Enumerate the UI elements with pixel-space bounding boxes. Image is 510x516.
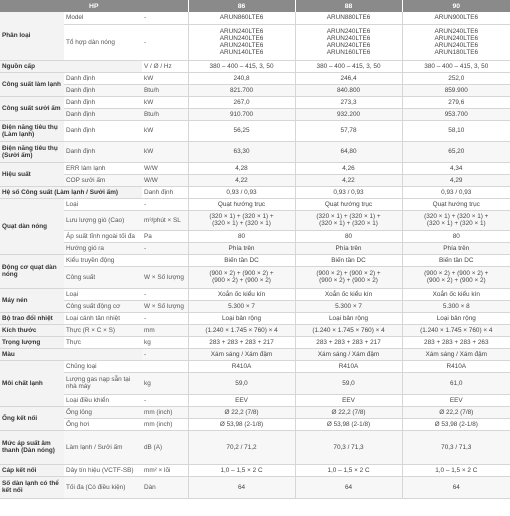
label: Áp suất tĩnh ngoài tối đa <box>64 230 142 242</box>
cell: 80 <box>188 230 295 242</box>
row-indoor-units <box>0 476 510 498</box>
unit: kW <box>142 120 188 141</box>
label: Làm lạnh / Sưởi ấm <box>64 430 142 464</box>
cell: Quạt hướng trục <box>295 198 402 210</box>
group-sound-pressure: Mức áp suất âm thanh (Dàn nóng) <box>0 430 64 464</box>
cell: 1,0 – 1,5 × 2 C <box>295 464 402 476</box>
unit: - <box>142 312 188 324</box>
cell: 57,78 <box>295 120 402 141</box>
unit: - <box>142 394 188 406</box>
unit <box>142 360 188 372</box>
label: Lưu lượng gió (Cao) <box>64 210 142 230</box>
header-row <box>0 0 510 12</box>
unit: - <box>142 348 188 360</box>
cell: 5.300 × 7 <box>295 300 402 312</box>
row-pipe-gas <box>0 418 510 430</box>
cell: 80 <box>295 230 402 242</box>
cell: EEV <box>295 394 402 406</box>
group-outdoor-fan: Quạt dàn nóng <box>0 198 64 254</box>
cell: ARUN880LTE6 <box>295 12 402 24</box>
cell: 5.300 × 7 <box>188 300 295 312</box>
cell-line: (900 × 2) + (900 × 2) + <box>424 270 489 277</box>
unit: W × Số lượng <box>142 266 188 288</box>
group-power-input-heating: Điện năng tiêu thụ (Sưởi ấm) <box>0 141 64 162</box>
cell-line: ARUN240LTE6 <box>326 28 371 35</box>
cell: 4,26 <box>295 162 402 174</box>
cell-line: (900 × 2) + (900 × 2) <box>212 277 271 284</box>
row-fan-type <box>0 198 510 210</box>
cell: 0,93 / 0,93 <box>402 186 510 198</box>
cell: Phía trên <box>295 242 402 254</box>
label: Danh định <box>64 72 142 84</box>
row-fan-discharge <box>0 242 510 254</box>
cell: EEV <box>188 394 295 406</box>
cell <box>295 24 402 60</box>
cell: ARUN860LTE6 <box>188 12 295 24</box>
row-refrigerant-control <box>0 394 510 406</box>
cell: 1,0 – 1,5 × 2 C <box>188 464 295 476</box>
label: Loại cánh tản nhiệt <box>64 312 142 324</box>
cell: 63,30 <box>188 141 295 162</box>
row-heating-kw <box>0 96 510 108</box>
cell: 283 + 283 + 283 + 263 <box>402 336 510 348</box>
cell-line: ARUN240LTE6 <box>326 42 371 49</box>
unit: W/W <box>142 174 188 186</box>
row-cooling-kw <box>0 72 510 84</box>
label: ERR làm lạnh <box>64 162 142 174</box>
cell: Ø 22,2 (7/8) <box>295 406 402 418</box>
label: Danh định <box>64 141 142 162</box>
unit: kW <box>142 96 188 108</box>
row-refrigerant-charge <box>0 372 510 394</box>
header-model-2: 88 <box>295 0 402 12</box>
label: Loại <box>64 198 142 210</box>
cell: 910.700 <box>188 108 295 120</box>
cell: 380 – 400 – 415, 3, 50 <box>295 60 402 72</box>
cell-line: (900 × 2) + (900 × 2) + <box>316 270 381 277</box>
cell: 283 + 283 + 283 + 217 <box>188 336 295 348</box>
cell-line: ARUN140LTE6 <box>219 49 264 56</box>
cell: Xoắn ốc kiểu kín <box>188 288 295 300</box>
row-fan-airflow <box>0 210 510 230</box>
cell: 59,0 <box>188 372 295 394</box>
cell: Loại bản rộng <box>188 312 295 324</box>
cell: 4,28 <box>188 162 295 174</box>
cell-line: (900 × 2) + (900 × 2) <box>426 277 486 284</box>
cell: 953.700 <box>402 108 510 120</box>
cell: 80 <box>402 230 510 242</box>
cell: 64 <box>188 476 295 498</box>
cell-line: ARUN240LTE6 <box>434 42 479 49</box>
cell: 246,4 <box>295 72 402 84</box>
cell: 64 <box>295 476 402 498</box>
cell <box>295 210 402 230</box>
cell: 4,29 <box>402 174 510 186</box>
cell: 840.800 <box>295 84 402 96</box>
group-efficiency: Hiệu suất <box>0 162 64 186</box>
group-indoor-units: Số dàn lạnh có thể kết nối <box>0 476 64 498</box>
unit: kW <box>142 72 188 84</box>
label: Loại điều khiển <box>64 394 142 406</box>
unit: kg <box>142 336 188 348</box>
unit: - <box>142 198 188 210</box>
label: COP sưởi ấm <box>64 174 142 186</box>
cell: ARUN900LTE6 <box>402 12 510 24</box>
cell-line: ARUN180LTE6 <box>434 49 479 56</box>
row-cooling-btu <box>0 84 510 96</box>
row-model <box>0 12 510 24</box>
cell: Loại bản rộng <box>402 312 510 324</box>
cell <box>295 266 402 288</box>
label: Tối đa (Có điều kiện) <box>64 476 142 498</box>
cell <box>188 266 295 288</box>
group-fan-motor: Động cơ quạt dàn nóng <box>0 254 64 288</box>
unit: - <box>142 242 188 254</box>
label: Model <box>64 12 142 24</box>
row-cable <box>0 464 510 476</box>
label: Kiểu truyền động <box>64 254 142 266</box>
cell: 380 – 400 – 415, 3, 50 <box>188 60 295 72</box>
unit: mm (inch) <box>142 418 188 430</box>
row-motor-output <box>0 266 510 288</box>
cell-line: ARUN240LTE6 <box>326 35 371 42</box>
row-color <box>0 348 510 360</box>
cell: Ø 53,98 (2-1/8) <box>402 418 510 430</box>
unit: W/W <box>142 162 188 174</box>
cell: 380 – 400 – 415, 3, 50 <box>402 60 510 72</box>
cell: Xám sáng / Xám đậm <box>188 348 295 360</box>
header-hp: HP <box>0 0 188 12</box>
cell-line: ARUN240LTE6 <box>219 28 264 35</box>
label: Chủng loại <box>64 360 142 372</box>
label: Danh định <box>64 84 142 96</box>
cell-line: (320 × 1) + (320 × 1) + <box>209 213 274 220</box>
cell: R410A <box>402 360 510 372</box>
label: Danh định <box>64 96 142 108</box>
cell: 1,0 – 1,5 × 2 C <box>402 464 510 476</box>
cell: (1.240 × 1.745 × 760) × 4 <box>295 324 402 336</box>
row-cop <box>0 174 510 186</box>
cell: Biến tần DC <box>295 254 402 266</box>
group-heating-capacity: Công suất sưởi ấm <box>0 96 64 120</box>
label: Ống lỏng <box>64 406 142 418</box>
group-heat-exchanger: Bộ trao đổi nhiệt <box>0 312 64 324</box>
cell: 58,10 <box>402 120 510 141</box>
label: Danh định <box>64 108 142 120</box>
unit: mm (inch) <box>142 406 188 418</box>
cell: Xoắn ốc kiểu kín <box>402 288 510 300</box>
cell-line: ARUN240LTE6 <box>219 35 264 42</box>
cell-line: (320 × 1) + (320 × 1) <box>212 220 271 227</box>
group-compressor: Máy nén <box>0 288 64 312</box>
header-model-3: 90 <box>402 0 510 12</box>
label: Ống hơi <box>64 418 142 430</box>
unit: mm <box>142 324 188 336</box>
row-fan-esp <box>0 230 510 242</box>
cell: 0,93 / 0,93 <box>295 186 402 198</box>
label: Danh định <box>64 120 142 141</box>
unit: Btu/h <box>142 108 188 120</box>
label: Loại <box>64 288 142 300</box>
cell: (1.240 × 1.745 × 760) × 4 <box>188 324 295 336</box>
row-compressor-type <box>0 288 510 300</box>
cell: 4,22 <box>188 174 295 186</box>
cell: 252,0 <box>402 72 510 84</box>
cell: Xám sáng / Xám đậm <box>295 348 402 360</box>
cell: Xám sáng / Xám đậm <box>402 348 510 360</box>
group-cable: Cáp kết nối <box>0 464 64 476</box>
cell: 70,3 / 71,3 <box>402 430 510 464</box>
cell <box>188 210 295 230</box>
cell-line: ARUN240LTE6 <box>434 35 479 42</box>
group-cooling-capacity: Công suất làm lạnh <box>0 72 64 96</box>
cell: 65,20 <box>402 141 510 162</box>
label: Dây tín hiệu (VCTF-SB) <box>64 464 142 476</box>
row-weight <box>0 336 510 348</box>
cell: 283 + 283 + 283 + 217 <box>295 336 402 348</box>
cell-line: (320 × 1) + (320 × 1) + <box>316 213 381 220</box>
cell: EEV <box>402 394 510 406</box>
cell-line: (320 × 1) + (320 × 1) <box>319 220 378 227</box>
cell <box>402 266 510 288</box>
cell: 4,22 <box>295 174 402 186</box>
unit: - <box>142 12 188 24</box>
unit: Dàn <box>142 476 188 498</box>
cell-line: (900 × 2) + (900 × 2) + <box>209 270 274 277</box>
unit: dB (A) <box>142 430 188 464</box>
cell: Ø 53,98 (2-1/8) <box>188 418 295 430</box>
label: Thực <box>64 336 142 348</box>
group-power-factor: Hệ số Công suất (Làm lạnh / Sưởi ấm) <box>0 186 142 198</box>
cell <box>402 24 510 60</box>
cell: Ø 53,98 (2-1/8) <box>295 418 402 430</box>
cell: 61,0 <box>402 372 510 394</box>
cell <box>188 24 295 60</box>
unit: m³/phút × SL <box>142 210 188 230</box>
row-refrigerant-type <box>0 360 510 372</box>
cell: 64 <box>402 476 510 498</box>
group-dimensions: Kích thước <box>0 324 64 336</box>
cell: 932.200 <box>295 108 402 120</box>
cell: Quạt hướng trục <box>402 198 510 210</box>
row-compressor-output <box>0 300 510 312</box>
cell: 56,25 <box>188 120 295 141</box>
cell: Ø 22,2 (7/8) <box>188 406 295 418</box>
label: Thực (R × C × S) <box>64 324 142 336</box>
cell: (1.240 × 1.745 × 760) × 4 <box>402 324 510 336</box>
cell: 279,6 <box>402 96 510 108</box>
cell-line: (320 × 1) + (320 × 1) + <box>424 213 489 220</box>
row-motor-drive <box>0 254 510 266</box>
cell-line: (900 × 2) + (900 × 2) <box>319 277 378 284</box>
cell-line: ARUN240LTE6 <box>434 28 479 35</box>
cell: 0,93 / 0,93 <box>188 186 295 198</box>
cell: 70,2 / 71,2 <box>188 430 295 464</box>
cell: 859.900 <box>402 84 510 96</box>
cell: 267,0 <box>188 96 295 108</box>
row-sound-pressure <box>0 430 510 464</box>
unit: - <box>142 24 188 60</box>
cell: Biến tần DC <box>402 254 510 266</box>
cell: 64,80 <box>295 141 402 162</box>
row-combination <box>0 24 510 60</box>
cell: 4,34 <box>402 162 510 174</box>
label: Công suất <box>64 266 142 288</box>
row-dimensions <box>0 324 510 336</box>
group-weight: Trọng lượng <box>0 336 64 348</box>
cell-line: ARUN240LTE6 <box>219 42 264 49</box>
unit: Danh định <box>142 186 188 198</box>
cell-line: ARUN160LTE6 <box>326 49 371 56</box>
unit: kW <box>142 141 188 162</box>
cell: Xoắn ốc kiểu kín <box>295 288 402 300</box>
unit: kg <box>142 372 188 394</box>
row-heat-exchanger <box>0 312 510 324</box>
cell: 70,3 / 71,3 <box>295 430 402 464</box>
unit: Pa <box>142 230 188 242</box>
cell: R410A <box>295 360 402 372</box>
group-piping: Ống kết nối <box>0 406 64 430</box>
row-pipe-liquid <box>0 406 510 418</box>
group-power: Nguồn cấp <box>0 60 142 72</box>
cell: 821.700 <box>188 84 295 96</box>
group-power-input-cooling: Điện năng tiêu thụ (Làm lạnh) <box>0 120 64 141</box>
row-heating-btu <box>0 108 510 120</box>
group-refrigerant: Môi chất lạnh <box>0 360 64 406</box>
label: Tổ hợp dàn nóng <box>64 24 142 60</box>
cell: Phía trên <box>402 242 510 254</box>
cell: Quạt hướng trục <box>188 198 295 210</box>
row-power-input-cooling <box>0 120 510 141</box>
unit: mm² × lõi <box>142 464 188 476</box>
cell: 273,3 <box>295 96 402 108</box>
header-model-1: 86 <box>188 0 295 12</box>
unit: Btu/h <box>142 84 188 96</box>
unit: - <box>142 288 188 300</box>
label: Hướng gió ra <box>64 242 142 254</box>
cell: Loại bản rộng <box>295 312 402 324</box>
unit <box>142 254 188 266</box>
cell: Biến tần DC <box>188 254 295 266</box>
cell <box>402 210 510 230</box>
cell: R410A <box>188 360 295 372</box>
row-err <box>0 162 510 174</box>
row-power-supply <box>0 60 510 72</box>
cell-line: (320 × 1) + (320 × 1) <box>426 220 486 227</box>
group-color: Màu <box>0 348 142 360</box>
label: Lượng gas nạp sẵn tại nhà máy <box>64 372 142 394</box>
label: Công suất động cơ <box>64 300 142 312</box>
cell: 59,0 <box>295 372 402 394</box>
cell: Ø 22,2 (7/8) <box>402 406 510 418</box>
cell: 5.300 × 8 <box>402 300 510 312</box>
cell: 240,8 <box>188 72 295 84</box>
cell: Phía trên <box>188 242 295 254</box>
row-power-factor <box>0 186 510 198</box>
group-classification: Phân loại <box>0 12 64 60</box>
unit: W × Số lượng <box>142 300 188 312</box>
unit: V / Ø / Hz <box>142 60 188 72</box>
row-power-input-heating <box>0 141 510 162</box>
